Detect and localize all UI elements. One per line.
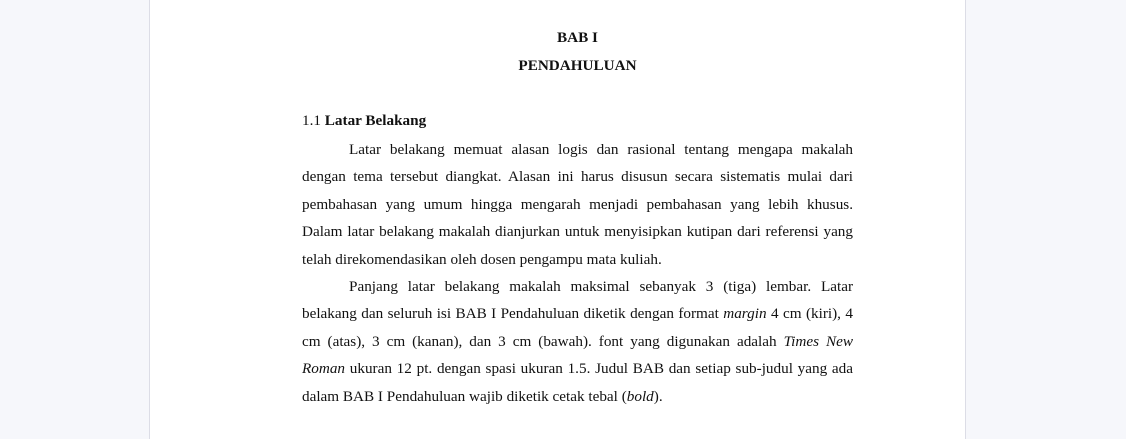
- section-title: Latar Belakang: [324, 112, 427, 129]
- paragraph-1: Latar belakang memuat alasan logis dan rasional tentang mengapa makalah dengan tema tersebut diangkat. Alasan ini harus disusun secara sistematis mulai dari pembahasan yang umum hingga mengarah menjadi pembahasan yang lebih khusus. Dalam latar belakang makalah dianjurkan untuk menyisipkan kutipan dari referensi yang telah direkomendasikan oleh dosen pengampu mata kuliah.: [302, 141, 853, 268]
- paragraph-2-italic-margin: margin: [723, 305, 767, 323]
- paragraph-2-italic-font: Times New Roman: [302, 332, 853, 378]
- section-heading: [302, 111, 426, 131]
- paragraph-2-text-1: Panjang latar belakang makalah maksimal sebanyak 3 (tiga) lembar. Latar belakang dan seluruh isi BAB I Pendahuluan diketik dengan format: [302, 278, 853, 323]
- paragraph-2-text-2: 4 cm (kiri), 4 cm (atas), 3 cm (kanan), dan 3 cm (bawah). font yang digunakan adalah: [302, 305, 853, 350]
- document-page: [149, 0, 966, 439]
- paragraph-2-italic-bold: bold: [626, 387, 654, 405]
- chapter-title: PENDAHULUAN: [518, 57, 637, 74]
- paragraph-2-text-4: ).: [653, 387, 663, 405]
- section-number: 1.1: [302, 112, 321, 129]
- chapter-label: BAB I: [557, 29, 598, 46]
- paragraph-2: [302, 273, 853, 410]
- paragraph-2-text-3: ukuran 12 pt. dengan spasi ukuran 1.5. Judul BAB dan setiap sub-judul yang ada dalam BAB I Pendahuluan wajib diketik cetak tebal (: [302, 360, 853, 405]
